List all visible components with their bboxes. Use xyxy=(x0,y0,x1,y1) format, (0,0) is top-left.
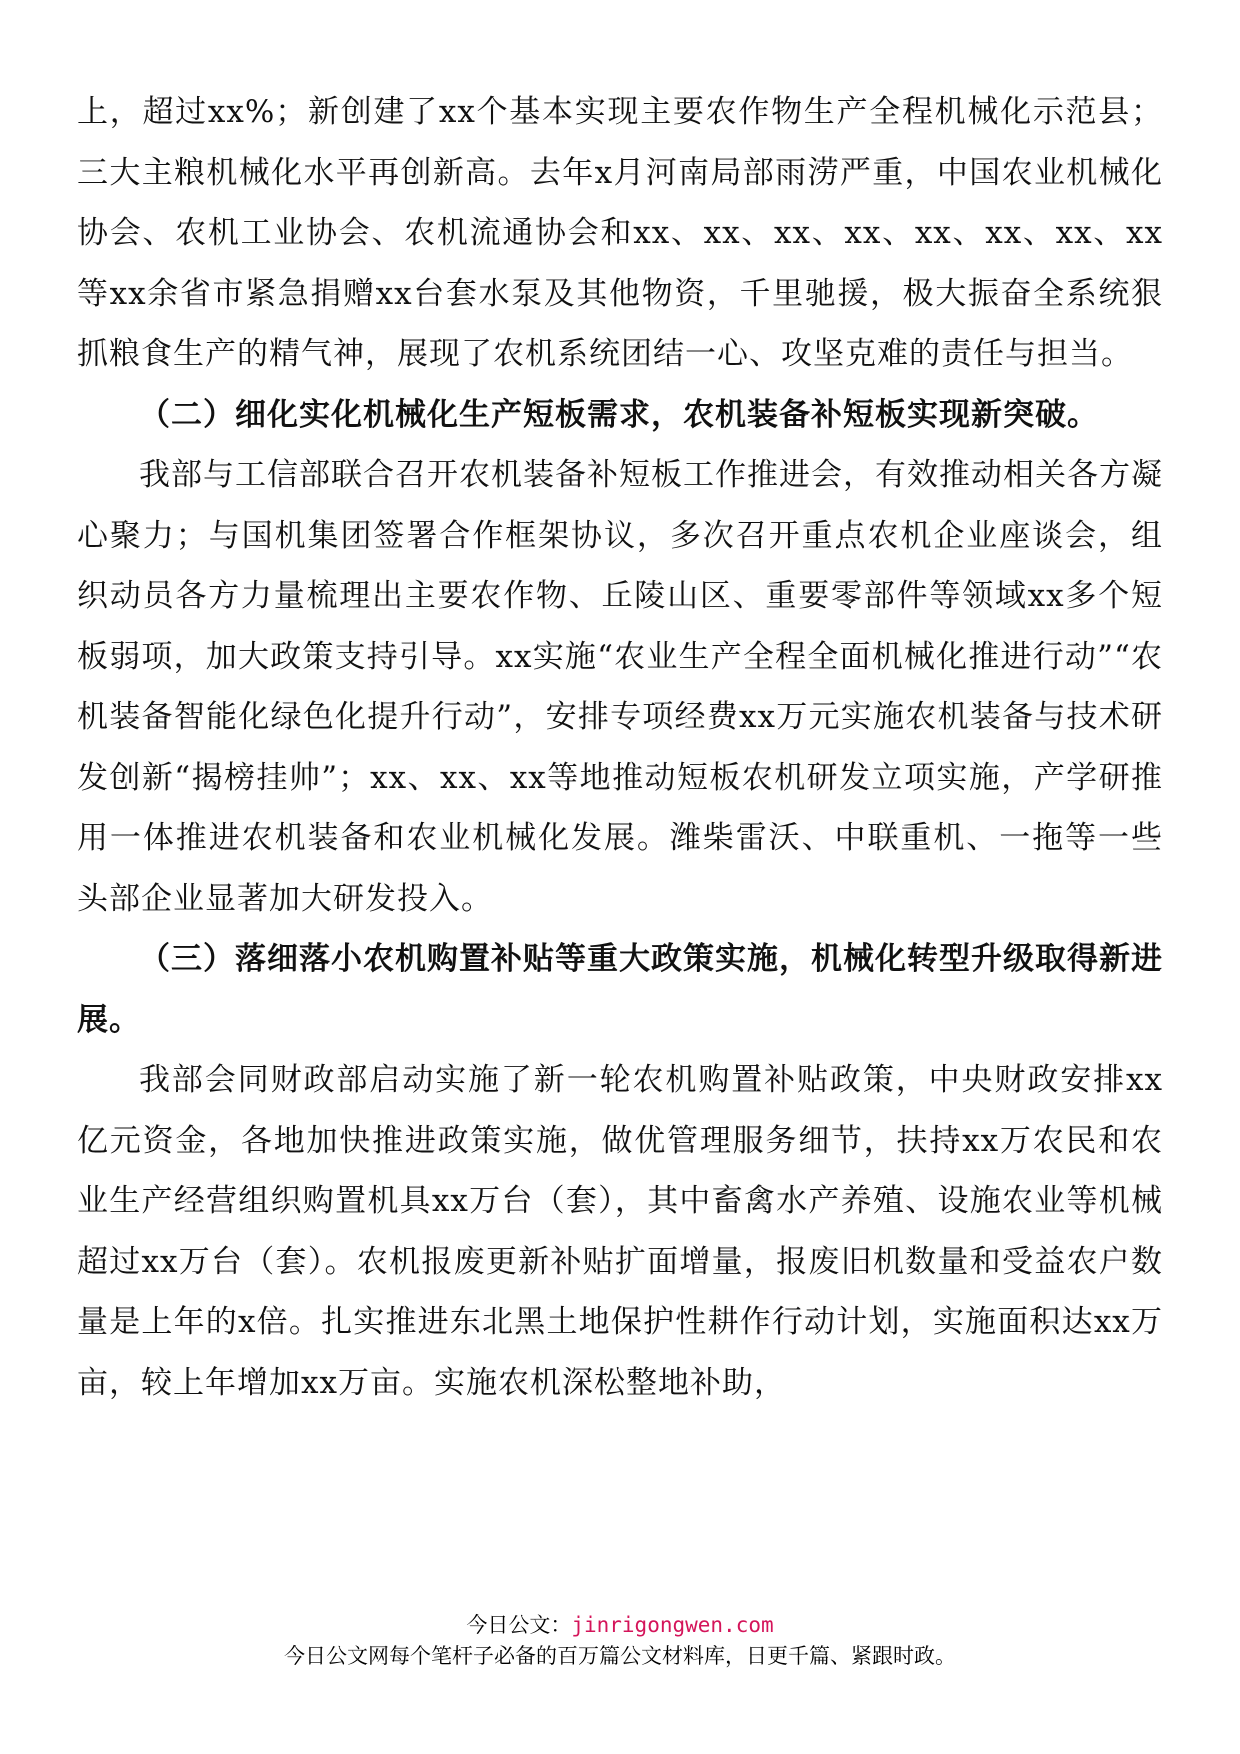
document-body xyxy=(77,82,1163,1413)
footer-site-url[interactable]: jinrigongwen.com xyxy=(571,1613,774,1637)
paragraph-section-2: 我部与工信部联合召开农机装备补短板工作推进会，有效推动相关各方凝心聚力；与国机集团签署合作框架协议，多次召开重点农机企业座谈会，组织动员各方力量梳理出主要农作物、丘陵山区、重要零部件等领域xx多个短板弱项，加大政策支持引导。xx实施“农业生产全程全面机械化推进行动”“农机装备智能化绿色化提升行动”，安排专项经费xx万元实施农机装备与技术研发创新“揭榜挂帅”；xx、xx、xx等地推动短板农机研发立项实施，产学研推用一体推进农机装备和农业机械化发展。潍柴雷沃、中联重机、一拖等一些头部企业显著加大研发投入。 xyxy=(77,457,1163,917)
paragraph-section-3: 我部会同财政部启动实施了新一轮农机购置补贴政策，中央财政安排xx亿元资金，各地加快推进政策实施，做优管理服务细节，扶持xx万农民和农业生产经营组织购置机具xx万台（套），其中畜禽水产养殖、设施农业等机械超过xx万台（套）。农机报废更新补贴扩面增量，报废旧机数量和受益农户数量是上年的x倍。扎实推进东北黑土地保护性耕作行动计划，实施面积达xx万亩，较上年增加xx万亩。实施农机深松整地补助， xyxy=(77,1062,1163,1401)
section-heading-2: （二）细化实化机械化生产短板需求，农机装备补短板实现新突破。 xyxy=(139,396,1099,433)
paragraph-continued: 上，超过xx%；新创建了xx个基本实现主要农作物生产全程机械化示范县；三大主粮机械化水平再创新高。去年x月河南局部雨涝严重，中国农业机械化协会、农机工业协会、农机流通协会和xx、xx、xx、xx、xx、xx、xx、xx等xx余省市紧急捐赠xx台套水泵及其他物资，千里驰援，极大振奋全系统狠抓粮食生产的精气神，展现了农机系统团结一心、攻坚克难的责任与担当。 xyxy=(77,94,1163,372)
section-heading-3: （三）落细落小农机购置补贴等重大政策实施，机械化转型升级取得新进展。 xyxy=(77,941,1163,1038)
footer-watermark xyxy=(0,1610,1240,1672)
footer-line-1 xyxy=(0,1610,1240,1641)
footer-site-label: 今日公文： xyxy=(466,1613,572,1637)
footer-line-2: 今日公文网每个笔杆子必备的百万篇公文材料库，日更千篇、紧跟时政。 xyxy=(284,1644,956,1668)
